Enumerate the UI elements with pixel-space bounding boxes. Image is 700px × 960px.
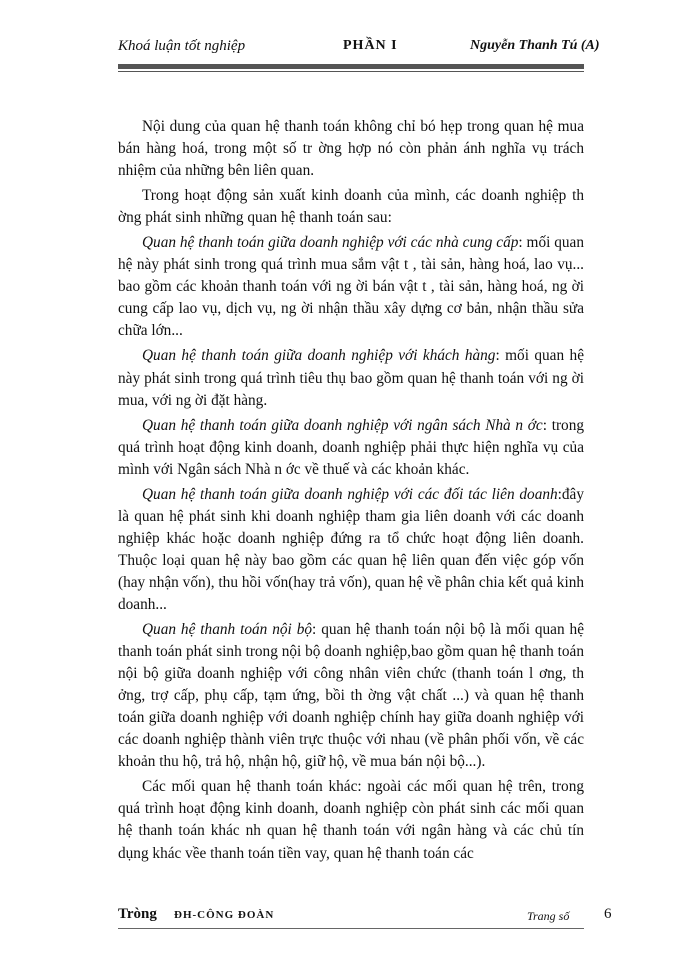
paragraph-heading: Quan hệ thanh toán giữa doanh nghiệp với khách hàng bbox=[142, 347, 496, 365]
paragraph-heading: Quan hệ thanh toán giữa doanh nghiệp với ngân sách Nhà n ớc bbox=[142, 416, 543, 434]
paragraph-text: Nội dung của quan hệ thanh toán không chỉ bó hẹp trong quan hệ mua bán hàng hoá, trong một số tr ờng hợp nó còn phản ánh nghĩa vụ trách nhiệm của những bên liên quan. bbox=[118, 118, 584, 180]
paragraph-text: Trong hoạt động sản xuất kinh doanh của mình, các doanh nghiệp th ờng phát sinh những quan hệ thanh toán sau: bbox=[118, 187, 584, 227]
footer-page-label: Trang số bbox=[527, 909, 570, 923]
header-rule-thick bbox=[118, 64, 584, 69]
paragraph bbox=[118, 116, 584, 182]
footer-rule bbox=[118, 928, 584, 929]
header-rule-thin bbox=[118, 71, 584, 72]
paragraph-text: : mối quan hệ này phát sinh trong quá trình mua sắm vật t , tài sản, hàng hoá, lao vụ... bao gồm các khoản thanh toán với ng ời bán vật t , tài sản, hàng hoá, ng ời cung cấp lao vụ, dịch vụ, ng ời nhận thầu xây dựng cơ bản, nhận thầu sửa chữa lớn... bbox=[118, 234, 584, 340]
paragraph-text: :đây là quan hệ phát sinh khi doanh nghiệp tham gia liên doanh với các doanh nghiệp khác hoặc doanh nghiệp đứng ra tổ chức hoạt động liên doanh. Thuộc loại quan hệ này bao gồm các quan hệ liên quan đến việc góp vốn (hay nhận vốn), thu hồi vốn(hay trả vốn), quan hệ về phân chia kết quả kinh doanh... bbox=[118, 485, 584, 613]
page-header bbox=[0, 38, 700, 62]
page-number: 6 bbox=[604, 906, 612, 922]
paragraph-text: Các mối quan hệ thanh toán khác: ngoài các mối quan hệ trên, trong quá trình hoạt động kinh doanh, doanh nghiệp còn phát sinh các mối quan hệ thanh toán khác nh quan hệ thanh toán với ngân hàng và các chủ tín dụng khác vềe thanh toán tiền vay, quan hệ thanh toán các bbox=[118, 778, 584, 862]
paragraph bbox=[118, 185, 584, 229]
paragraph bbox=[118, 232, 584, 342]
paragraph-text: : mối quan hệ này phát sinh trong quá trình tiêu thụ bao gồm quan hệ thanh toán với ng ời mua, với ng ời đặt hàng. bbox=[118, 347, 584, 409]
header-author: Nguyễn Thanh Tú (A) bbox=[470, 38, 600, 53]
paragraph-heading: Quan hệ thanh toán giữa doanh nghiệp với các đối tác liên doanh bbox=[142, 485, 558, 503]
paragraph bbox=[118, 345, 584, 411]
paragraph bbox=[118, 619, 584, 773]
paragraph-text: : trong quá trình hoạt động kinh doanh, doanh nghiệp phải thực hiện nghĩa vụ của mình với Ngân sách Nhà n ớc về thuế và các khoản khác. bbox=[118, 416, 584, 478]
paragraph-heading: Quan hệ thanh toán giữa doanh nghiệp với các nhà cung cấp bbox=[142, 234, 519, 252]
paragraph bbox=[118, 415, 584, 481]
paragraph bbox=[118, 776, 584, 864]
paragraph-heading: Quan hệ thanh toán nội bộ bbox=[142, 621, 313, 639]
paragraph-text: : quan hệ thanh toán nội bộ là mối quan hệ thanh toán phát sinh trong nội bộ doanh nghiệp,bao gồm quan hệ thanh toán nội bộ giữa doanh nghiệp với công nhân viên chức (thanh toán l ơng, th ởng, trợ cấp, phụ cấp, tạm ứng, bồi th ờng vật chất ...) và quan hệ thanh toán giữa doanh nghiệp với doanh nghiệp chính hay giữa doanh nghiệp với các doanh nghiệp thành viên trực thuộc với nhau (về phân phối vốn, về các khoản thu hộ, trả hộ, nhận hộ, giữ hộ, về mua bán nội bộ...). bbox=[118, 621, 585, 771]
body-text bbox=[118, 116, 584, 868]
header-section: PHẦN I bbox=[343, 38, 398, 53]
header-thesis-label: Khoá luận tốt nghiệp bbox=[118, 38, 246, 54]
page-footer bbox=[0, 906, 700, 928]
footer-school-prefix: Tròng bbox=[118, 906, 157, 922]
paragraph bbox=[118, 484, 584, 616]
footer-school-name: ĐH-CÔNG ĐOÀN bbox=[174, 909, 275, 921]
